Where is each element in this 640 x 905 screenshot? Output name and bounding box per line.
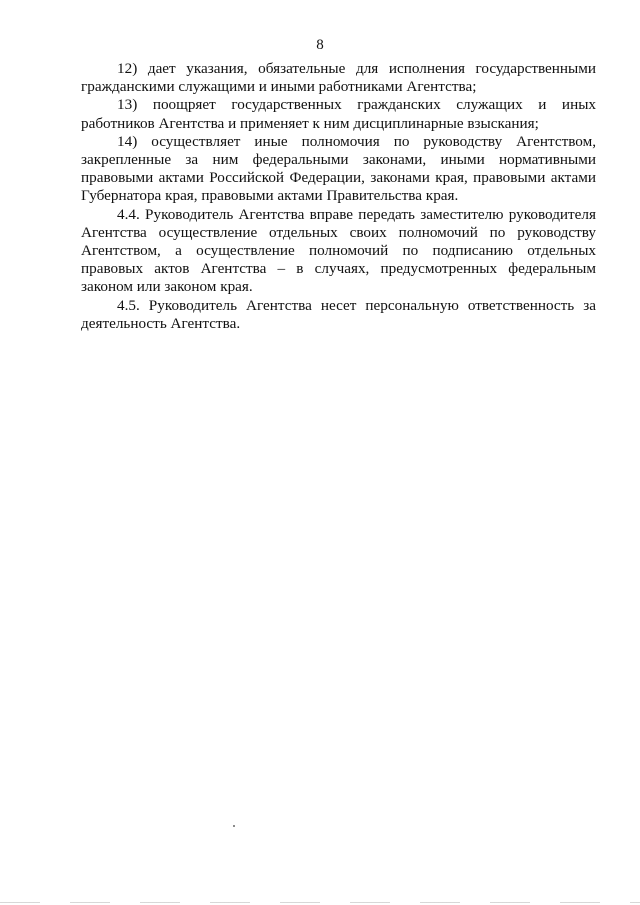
document-body <box>81 60 596 333</box>
paragraph-section-4-5: 4.5. Руководитель Агентства несет персональную ответственность за деятельность Агентства. <box>81 296 596 332</box>
paragraph-item-14: 14) осуществляет иные полномочия по руководству Агентством, закрепленные за ним федеральными законами, иными нормативными правовыми актами Российской Федерации, законами края, правовыми актами Губернатора края, правовыми актами Правительства края. <box>81 132 596 205</box>
scan-bottom-edge <box>0 902 640 903</box>
page-number: 8 <box>316 37 324 53</box>
paragraph-item-13: 13) поощряет государственных гражданских служащих и иных работников Агентства и применяет к ним дисциплинарные взыскания; <box>81 96 596 132</box>
paragraph-item-12: 12) дает указания, обязательные для исполнения государственными гражданскими служащими и иными работниками Агентства; <box>81 60 596 96</box>
paragraph-section-4-4: 4.4. Руководитель Агентства вправе передать заместителю руководителя Агентства осуществление отдельных своих полномочий по руководству Агентством, а осуществление полномочий по подписанию отдельных правовых актов Агентства – в случаях, предусмотренных федеральным законом или законом края. <box>81 205 596 296</box>
scan-speck <box>233 825 235 827</box>
